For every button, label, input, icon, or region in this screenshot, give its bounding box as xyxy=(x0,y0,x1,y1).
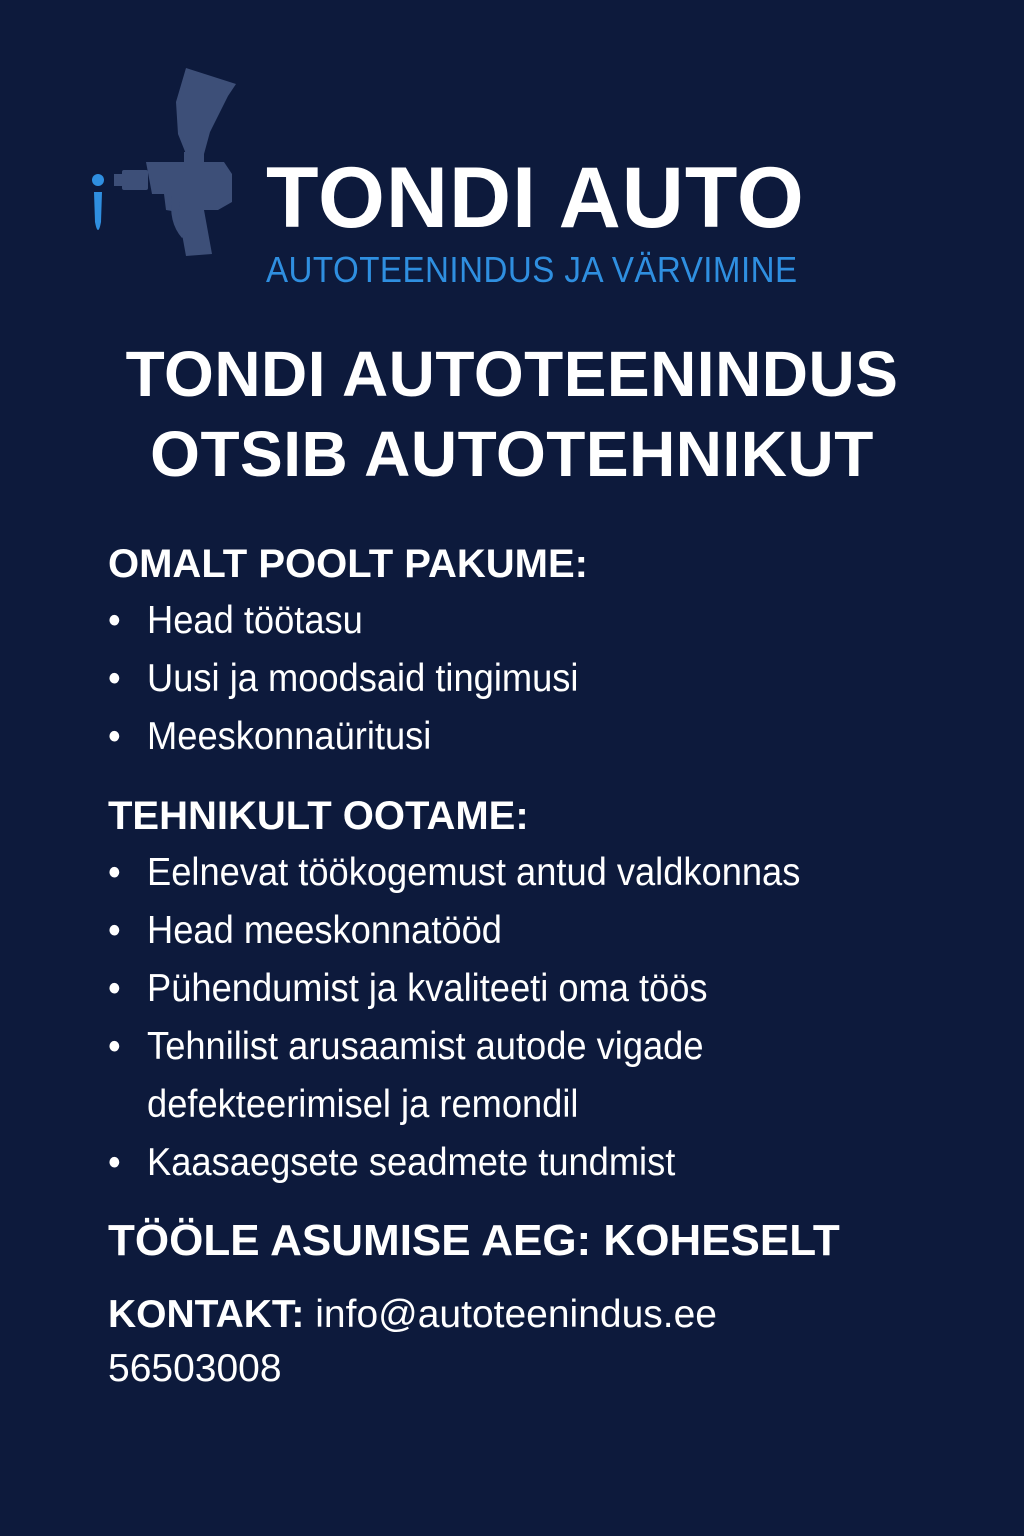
list-item xyxy=(108,708,984,766)
expect-title: TEHNIKULT OOTAME: xyxy=(108,794,529,838)
contact-email[interactable]: info@autoteenindus.ee xyxy=(315,1293,717,1336)
expect-list xyxy=(108,844,988,1192)
list-item xyxy=(108,650,984,708)
list-item-text: Head meeskonnatööd xyxy=(147,909,502,952)
list-item-text: Eelnevat töökogemust antud valdkonnas xyxy=(147,851,801,894)
bullet-icon: • xyxy=(108,1141,121,1184)
brand-tagline: AUTOTEENINDUS JA VÄRVIMINE xyxy=(266,249,798,290)
contact-phone[interactable]: 56503008 xyxy=(108,1347,282,1390)
contact-label: KONTAKT: xyxy=(108,1293,305,1336)
bullet-icon: • xyxy=(108,909,121,952)
bullet-icon: • xyxy=(108,599,121,642)
list-item-text: Kaasaegsete seadmete tundmist xyxy=(147,1141,676,1184)
offer-title: OMALT POOLT PAKUME: xyxy=(108,542,588,586)
list-item xyxy=(108,592,984,650)
headline xyxy=(0,334,1024,494)
content xyxy=(108,536,988,1396)
expect-section xyxy=(108,788,988,1192)
list-item-text: Pühendumist ja kvaliteeti oma töös xyxy=(147,967,708,1010)
headline-line-2: OTSIB AUTOTEHNIKUT xyxy=(150,418,874,490)
list-item xyxy=(108,1018,872,1134)
list-item-text: Meeskonnaüritusi xyxy=(147,715,432,758)
bullet-icon: • xyxy=(108,851,121,894)
list-item-text: Tehnilist arusaamist autode vigade defekteerimisel ja remondil xyxy=(147,1025,704,1126)
spray-gun-icon xyxy=(86,62,246,262)
brand-block xyxy=(266,150,844,290)
brand-name: TONDI AUTO xyxy=(266,150,805,246)
list-item-text: Uusi ja moodsaid tingimusi xyxy=(147,657,579,700)
list-item xyxy=(108,902,984,960)
list-item xyxy=(108,960,984,1018)
list-item xyxy=(108,1134,984,1192)
headline-line-1: TONDI AUTOTEENINDUS xyxy=(125,338,899,410)
offer-section xyxy=(108,536,988,766)
bullet-icon: • xyxy=(108,657,121,700)
start-date: TÖÖLE ASUMISE AEG: KOHESELT xyxy=(108,1216,840,1265)
list-item xyxy=(108,844,984,902)
bullet-icon: • xyxy=(108,715,121,758)
offer-list xyxy=(108,592,988,766)
list-item-text: Head töötasu xyxy=(147,599,363,642)
contact-line xyxy=(108,1288,988,1342)
bullet-icon: • xyxy=(108,1025,121,1068)
bullet-icon: • xyxy=(108,967,121,1010)
